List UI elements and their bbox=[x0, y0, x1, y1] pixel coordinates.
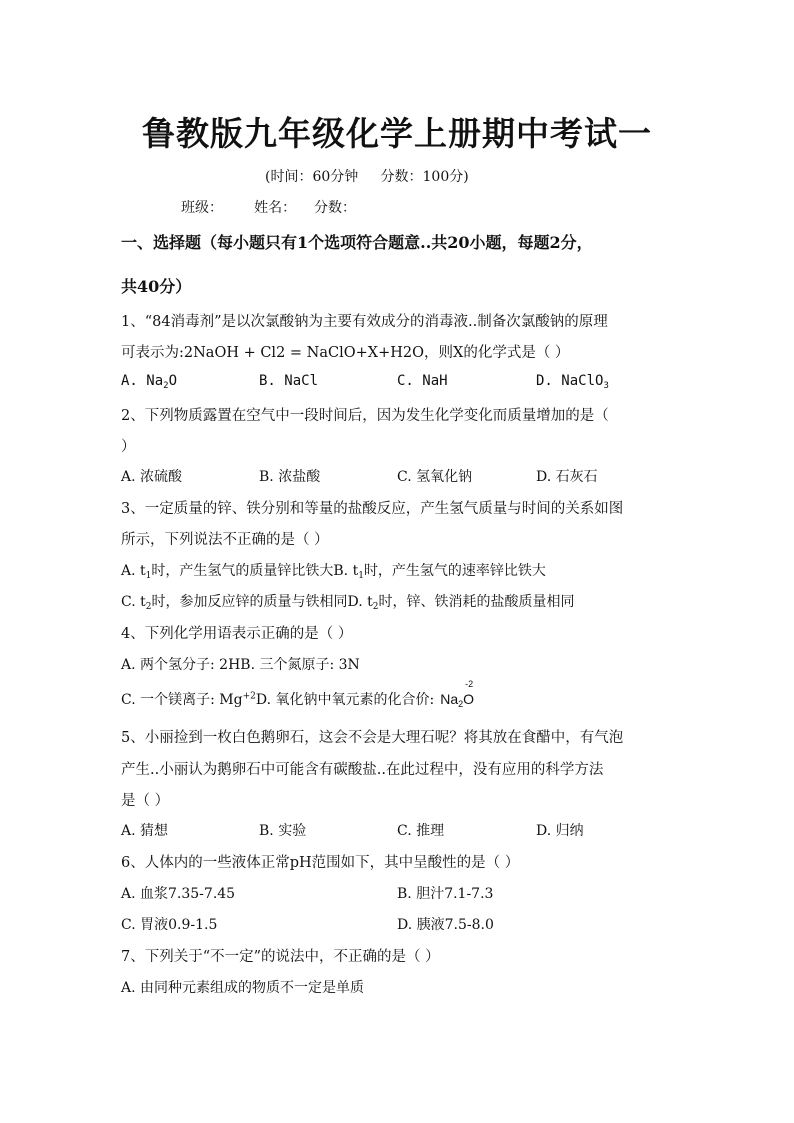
question-7-option-a: A. 由同种元素组成的物质不一定是单质 bbox=[121, 980, 365, 996]
question-4-options-cd: C. 一个镁离子: $Mg^{+2}D$. 氧化钠中氧元素的化合价: $Na_2$ -2 O bbox=[121, 679, 475, 709]
section-heading-line2: 共40分） bbox=[121, 277, 192, 296]
option-b: B. 胆汁7.1-7.3 bbox=[397, 886, 494, 902]
question-3-options-cd: C. $t_2$时，参加反应锌的质量与铁相同D. $t_2$时，锌、铁消耗的盐酸质量相同 bbox=[121, 594, 575, 612]
class-label: 班级： bbox=[181, 200, 223, 216]
question-4-options-ab: A. 两个氢分子: 2HB. 三个氮原子: 3N bbox=[121, 657, 360, 673]
question-4-line1: 4、下列化学用语表示正确的是（ ） bbox=[121, 626, 353, 642]
option-b: B. 实验 bbox=[259, 823, 307, 839]
option-d: D. 归纳 bbox=[536, 823, 584, 839]
question-1-line2: 可表示为:2NaOH + Cl2 = NaClO+X+H2O，则X的化学式是（ ） bbox=[121, 345, 570, 361]
question-6-options-cd bbox=[121, 914, 681, 934]
option-d: D. 胰液7.5-8.0 bbox=[397, 917, 494, 933]
question-1-line1: 1、“84消毒剂”是以次氯酸钠为主要有效成分的消毒液..制备次氯酸钠的原理 bbox=[121, 314, 608, 330]
option-a: A. $Na_2O$ bbox=[121, 373, 178, 391]
question-6-options-ab bbox=[121, 883, 681, 903]
question-6-line1: 6、人体内的一些液体正常pH范围如下，其中呈酸性的是（ ） bbox=[121, 855, 520, 871]
question-3-options-ab: A. $t_1$时，产生氢气的质量锌比铁大B. $t_1$时，产生氢气的速率锌比铁大 bbox=[121, 563, 546, 581]
question-2-line2: ） bbox=[121, 439, 136, 455]
exam-meta: (时间：60分钟 分数：100分) bbox=[265, 169, 469, 185]
student-info bbox=[181, 197, 356, 217]
option-a: A. 猜想 bbox=[121, 823, 169, 839]
question-3-line1: 3、一定质量的锌、铁分别和等量的盐酸反应，产生氢气质量与时间的关系如图 bbox=[121, 501, 624, 517]
score-label: 分数： bbox=[313, 200, 356, 216]
question-3-line2: 所示，下列说法不正确的是（ ） bbox=[121, 532, 329, 548]
question-5-line3: 是（ ） bbox=[121, 793, 170, 809]
question-5-line1: 5、小丽捡到一枚白色鹅卵石，这会不会是大理石呢？将其放在食醋中，有气泡 bbox=[121, 730, 624, 746]
option-c: C. 胃液0.9-1.5 bbox=[121, 917, 218, 933]
question-2-options bbox=[121, 466, 681, 486]
option-a: A. 浓硫酸 bbox=[121, 469, 183, 485]
option-d: D. 石灰石 bbox=[536, 469, 598, 485]
question-2-line1: 2、下列物质露置在空气中一段时间后，因为发生化学变化而质量增加的是（ bbox=[121, 408, 609, 424]
question-1-options bbox=[121, 373, 681, 393]
option-c: C. 氢氧化钠 bbox=[397, 469, 473, 485]
question-5-options bbox=[121, 820, 681, 840]
name-label: 姓名： bbox=[254, 200, 297, 216]
option-c: C. 推理 bbox=[397, 823, 445, 839]
option-a: A. 血浆7.35-7.45 bbox=[121, 886, 236, 902]
option-b: B. NaCl bbox=[259, 373, 319, 389]
option-c: C. NaH bbox=[397, 373, 448, 389]
option-d: D. NaClO$_3$ bbox=[536, 373, 609, 391]
option-b: B. 浓盐酸 bbox=[259, 469, 321, 485]
page-title: 鲁教版九年级化学上册期中考试一 bbox=[142, 114, 652, 153]
sodium-oxide-formula: $Na_2$ -2 O bbox=[440, 679, 475, 709]
section-heading-line1: 一、选择题（每小题只有1个选项符合题意..共20小题，每题2分， bbox=[121, 233, 593, 252]
question-5-line2: 产生..小丽认为鹅卵石中可能含有碳酸盐..在此过程中，没有应用的科学方法 bbox=[121, 762, 604, 778]
question-7-line1: 7、下列关于“不一定”的说法中，不正确的是（ ） bbox=[121, 949, 440, 965]
